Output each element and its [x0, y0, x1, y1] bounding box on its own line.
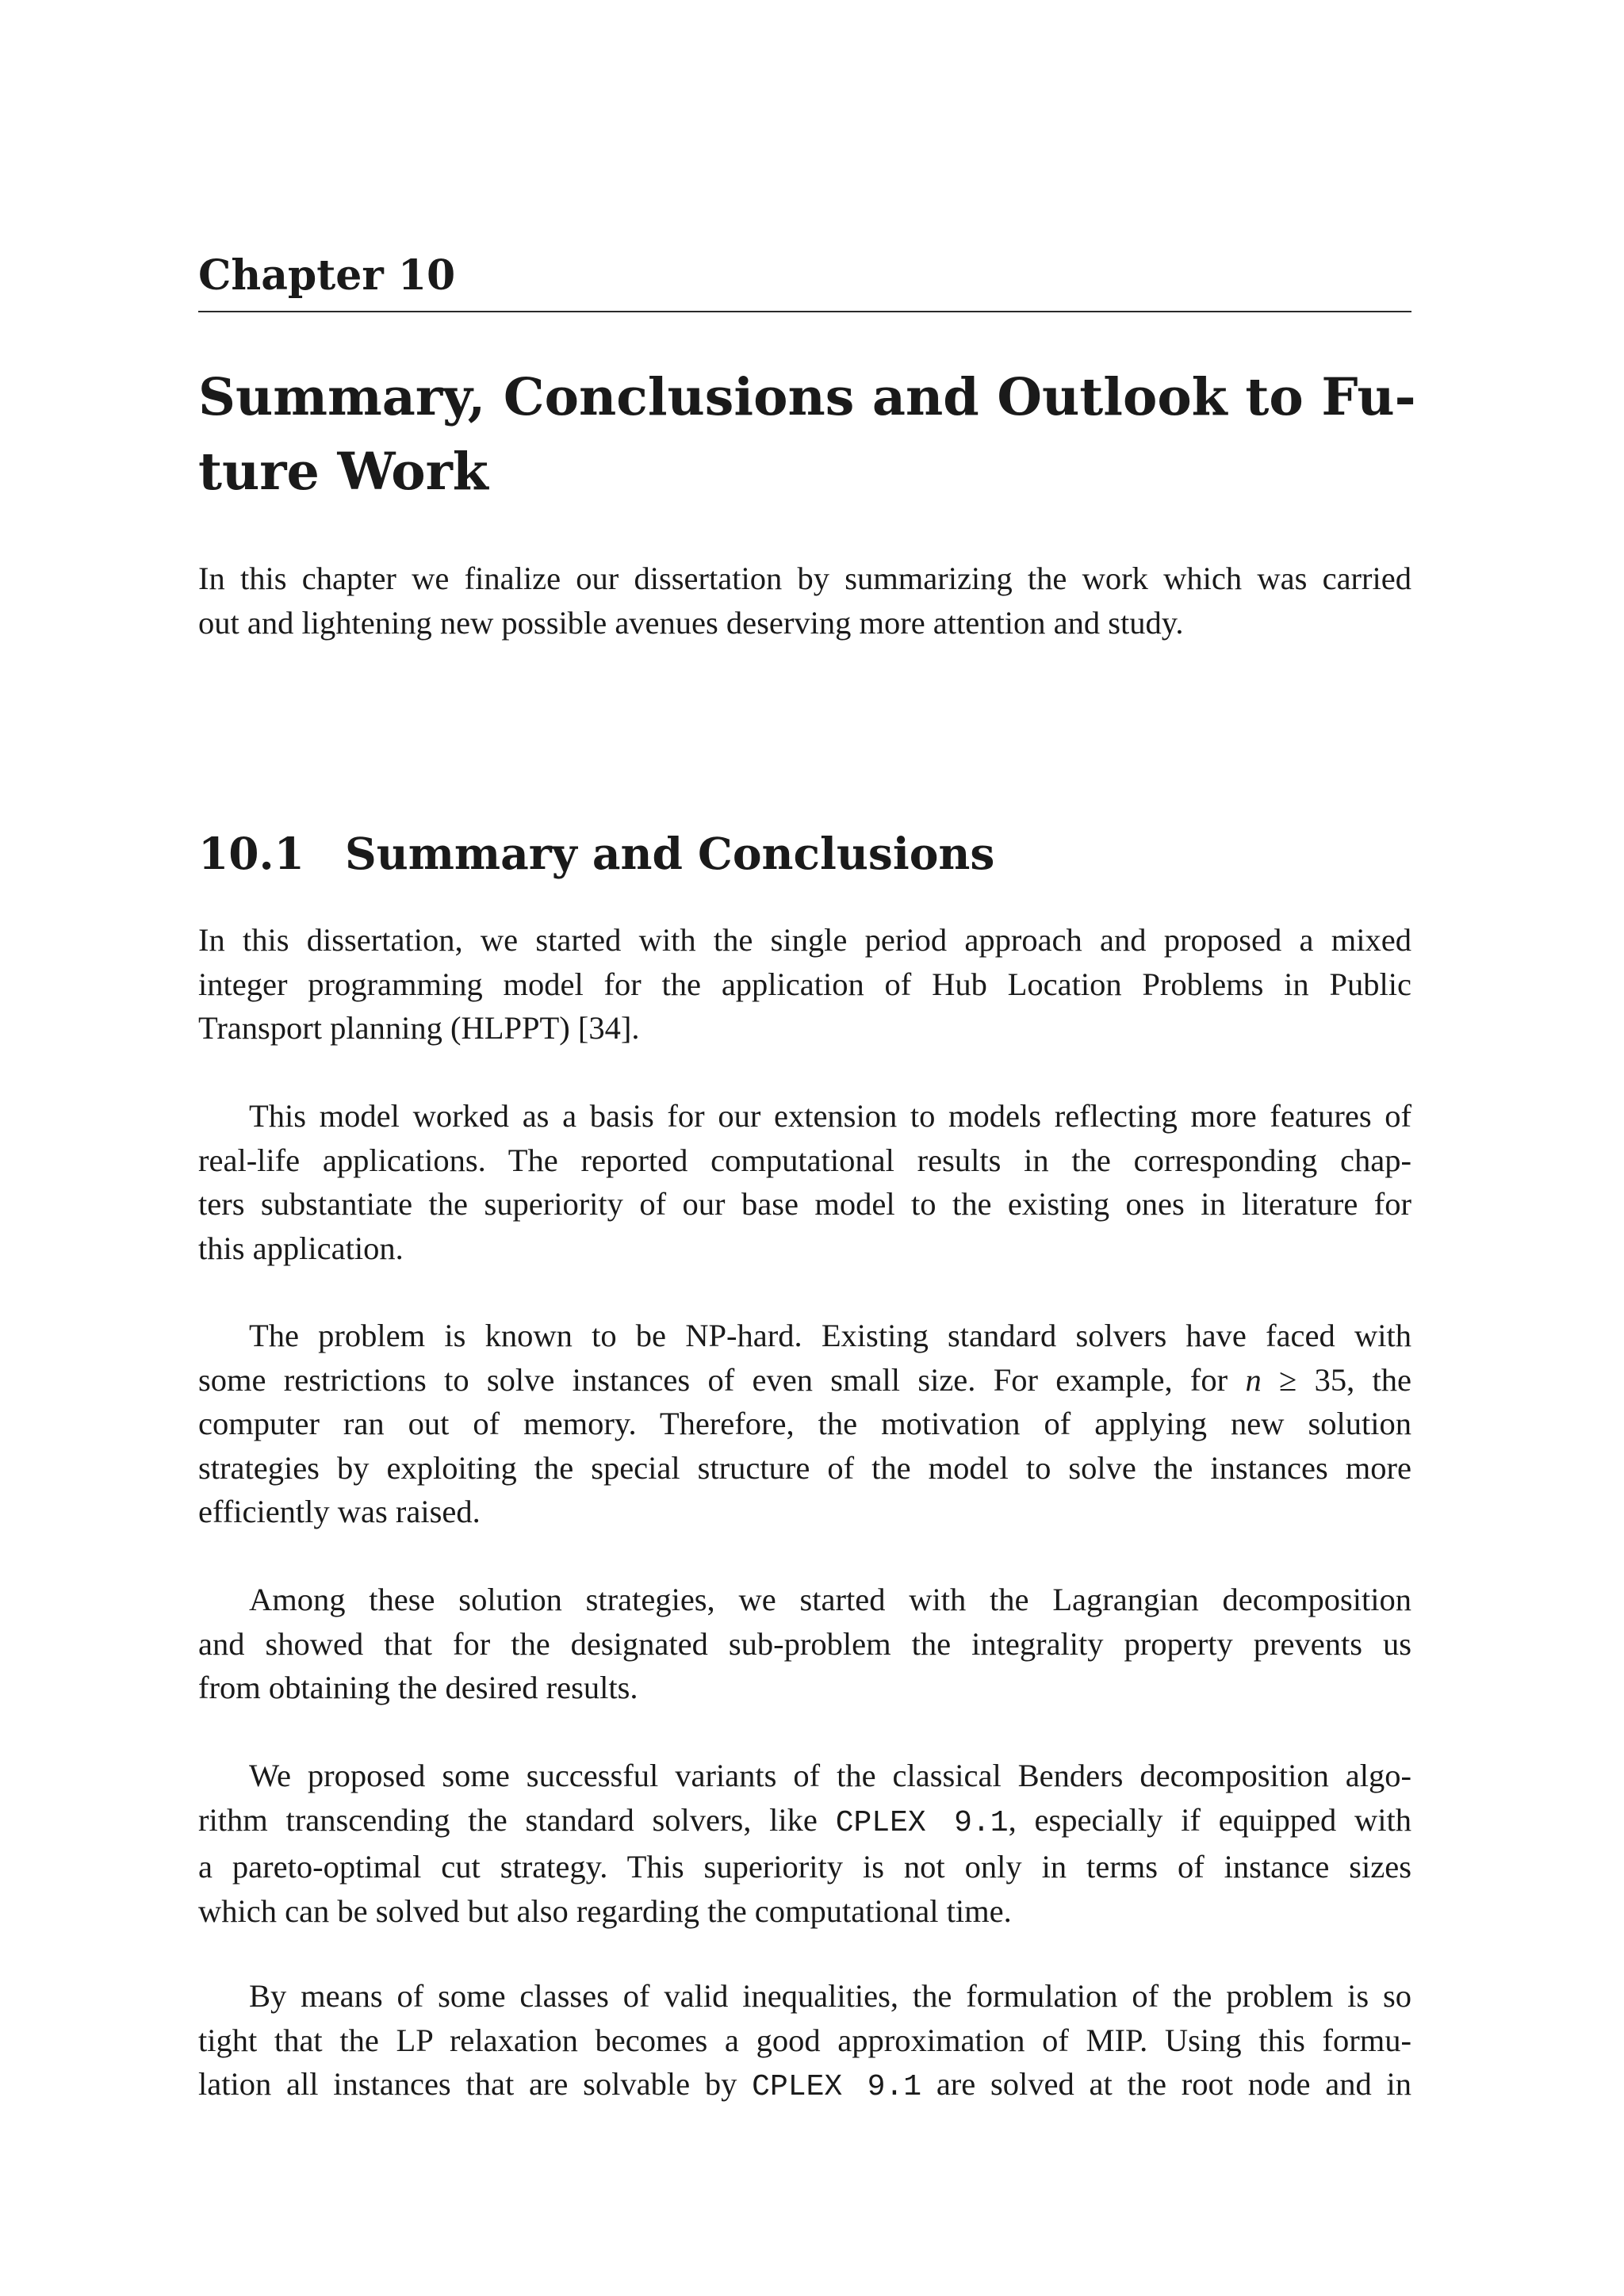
math-variable: n [1245, 1361, 1262, 1398]
text-fragment: ≥ 35, the [1261, 1361, 1411, 1398]
text-line: By means of some classes of valid inequalities, the formulation of the problem is so [249, 1978, 1411, 2014]
text-line: from obtaining the desired results. [198, 1670, 638, 1705]
text-line: Among these solution strategies, we started with the Lagrangian decomposition [249, 1582, 1411, 1617]
paragraph-1 [198, 918, 1411, 1050]
paragraph-4 [198, 1578, 1411, 1710]
text-line: In this dissertation, we started with the single period approach and proposed a mixed [198, 922, 1411, 958]
section-title: Summary and Conclusions [345, 828, 995, 879]
page [198, 0, 1416, 2296]
text-line: a pareto-optimal cut strategy. This superiority is not only in terms of instance sizes [198, 1849, 1411, 1885]
text-line [198, 1798, 1411, 1846]
text-line: Transport planning (HLPPT) [34]. [198, 1010, 640, 1046]
paragraph-2 [198, 1094, 1411, 1270]
text-fragment: some restrictions to solve instances of even small size. For example, for [198, 1361, 1246, 1398]
text-line [198, 1358, 1411, 1402]
code-cplex: CPLEX 9.1 [752, 2070, 922, 2104]
text-fragment: are solved at the root node and in [921, 2066, 1411, 2102]
text-fragment: , especially if equipped with [1008, 1801, 1411, 1838]
text-line: which can be solved but also regarding the computational time. [198, 1892, 1012, 1929]
chapter-label: Chapter 10 [198, 251, 456, 300]
text-line: integer programming model for the application of Hub Location Problems in Public [198, 966, 1411, 1002]
text-line: In this chapter we finalize our dissertation by summarizing the work which was carried [198, 561, 1411, 596]
chapter-rule [198, 311, 1411, 312]
text-line: strategies by exploiting the special structure of the model to solve the instances more [198, 1449, 1411, 1486]
paragraph-5 [198, 1754, 1411, 1933]
chapter-title [198, 360, 1416, 509]
text-line [198, 2062, 1411, 2110]
text-line: ters substantiate the superiority of our base model to the existing ones in literature for [198, 1186, 1411, 1222]
paragraph-3 [198, 1314, 1411, 1534]
text-fragment: rithm transcending the standard solvers, like [198, 1801, 836, 1838]
chapter-title-line: ture Work [198, 442, 488, 502]
text-line: efficiently was raised. [198, 1494, 481, 1529]
text-line: computer ran out of memory. Therefore, the motivation of applying new solution [198, 1406, 1411, 1441]
section-number: 10.1 [198, 828, 304, 879]
text-line: We proposed some successful variants of the classical Benders decomposition algo- [249, 1758, 1411, 1793]
chapter-title-line: Summary, Conclusions and Outlook to Fu- [198, 367, 1416, 427]
text-line: The problem is known to be NP-hard. Existing standard solvers have faced with [249, 1318, 1411, 1353]
paragraph-6 [198, 1974, 1411, 2110]
text-line: this application. [198, 1230, 404, 1266]
text-fragment: lation all instances that are solvable by [198, 2066, 753, 2102]
section-heading [198, 825, 994, 883]
text-line: real-life applications. The reported computational results in the corresponding chap- [198, 1142, 1411, 1178]
text-line: tight that the LP relaxation becomes a good approximation of MIP. Using this formu- [198, 2022, 1411, 2058]
text-line: out and lightening new possible avenues deserving more attention and study. [198, 604, 1184, 641]
code-cplex: CPLEX 9.1 [835, 1805, 1009, 1840]
text-line: and showed that for the designated sub-problem the integrality property prevents us [198, 1625, 1411, 1662]
text-line: This model worked as a basis for our extension to models reflecting more features of [249, 1098, 1411, 1134]
intro-paragraph [198, 557, 1411, 645]
